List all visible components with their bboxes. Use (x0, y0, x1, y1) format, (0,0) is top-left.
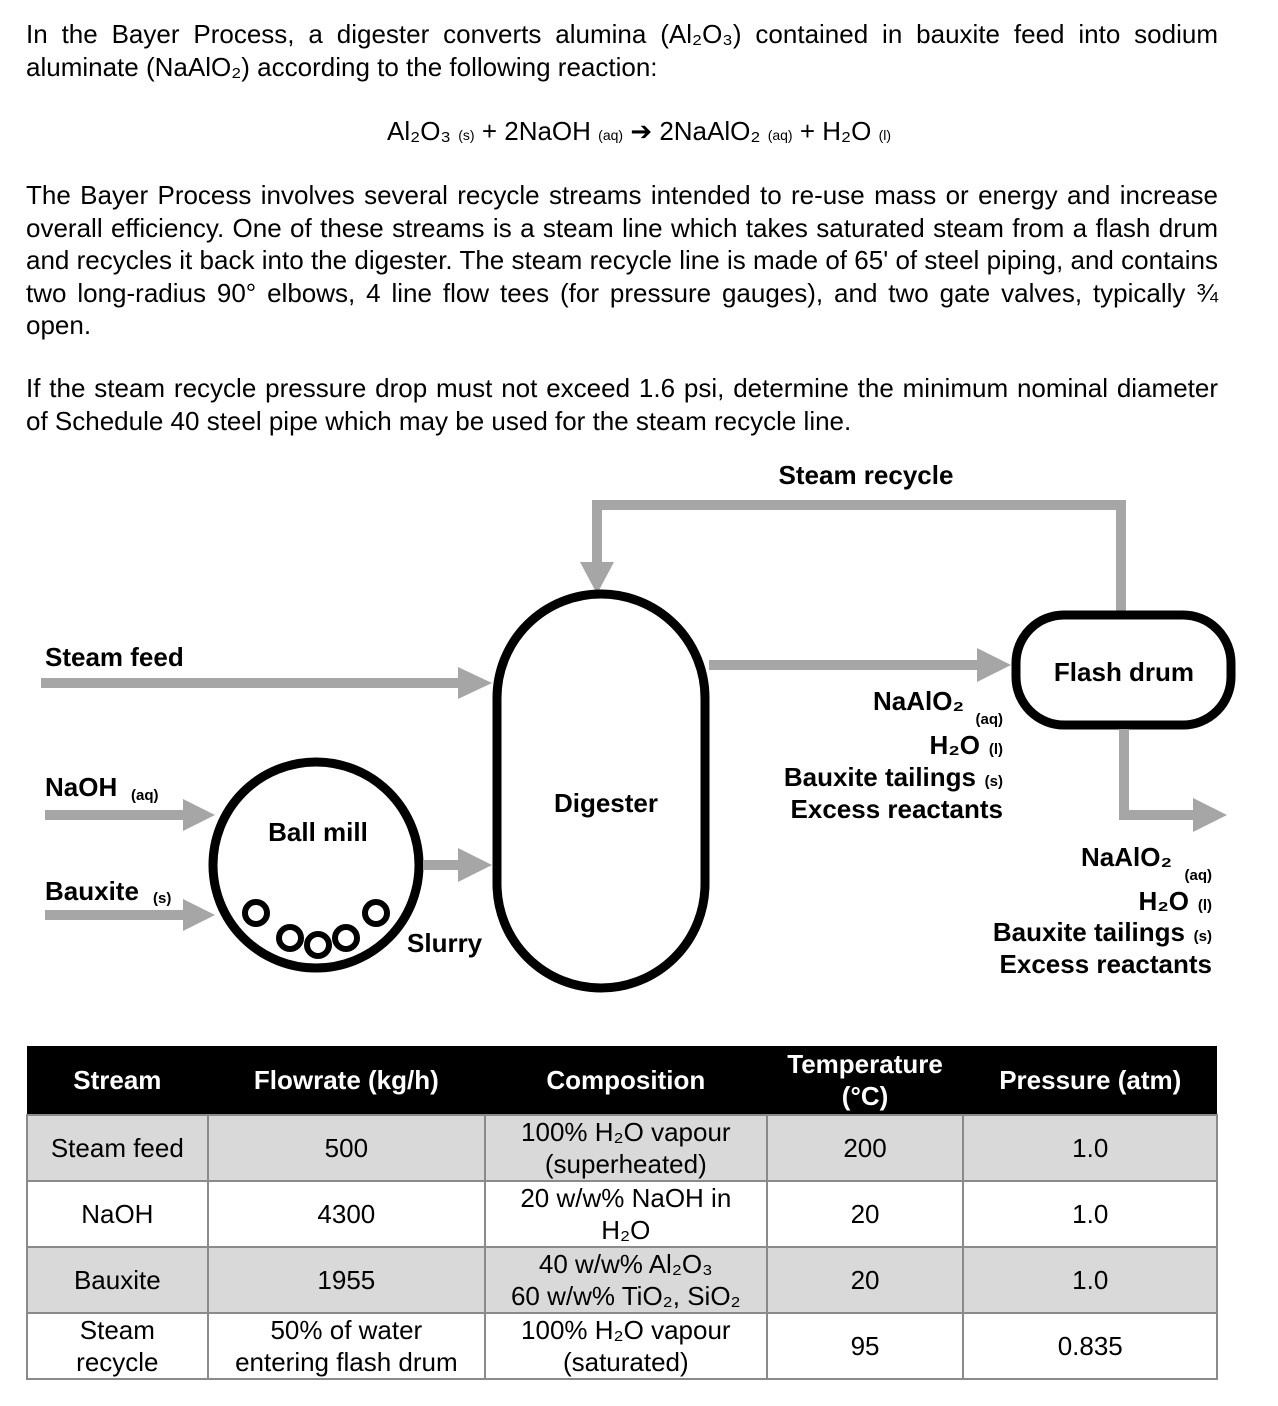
cell-composition: 100% H₂O vapour (saturated) (485, 1313, 767, 1379)
eq-naoh: + 2NaOH (481, 116, 591, 146)
flash-state: (s) (1193, 928, 1212, 945)
cell-stream: Steam feed (27, 1115, 208, 1181)
header-composition: Composition (485, 1046, 767, 1115)
table-row (27, 1181, 1217, 1247)
flash-state: (l) (1197, 897, 1212, 914)
process-paragraph: The Bayer Process involves several recycle streams intended to re-use mass or energy and increase overall efficiency. One of these streams is a steam line which takes saturated steam from a flash drum and recycles it back into the digester. The steam recycle line is made of 65' of steel piping, and contains two long-radius 90° elbows, 4 line flow tees (for pressure gauges), and two gate valves, typically ¾ open. (26, 180, 1218, 340)
cell-flowrate: 4300 (208, 1181, 485, 1247)
header-temperature: Temperature (°C) (767, 1046, 964, 1115)
table-row (27, 1115, 1217, 1181)
naoh-feed-arrowhead (183, 799, 215, 831)
cell-composition: 20 w/w% NaOH in H₂O (485, 1181, 767, 1247)
cell-pressure: 1.0 (963, 1115, 1217, 1181)
process-flow-diagram (0, 448, 1278, 1038)
digester-outlet-composition (784, 686, 1003, 824)
steam-feed-arrowhead (458, 667, 492, 699)
flash-excess: Excess reactants (999, 949, 1212, 979)
header-stream: Stream (27, 1046, 208, 1115)
stream-data-table (26, 1046, 1218, 1380)
bauxite-feed-label: Bauxite (45, 876, 139, 906)
cell-stream: NaOH (27, 1181, 208, 1247)
bauxite-feed-arrowhead (183, 899, 215, 931)
cell-stream: Bauxite (27, 1247, 208, 1313)
header-pressure: Pressure (atm) (963, 1046, 1217, 1115)
cell-temperature: 20 (767, 1247, 964, 1313)
eq-state: (aq) (598, 127, 624, 143)
cell-composition: 40 w/w% Al₂O₃ 60 w/w% TiO₂, SiO₂ (485, 1247, 767, 1313)
slurry-label: Slurry (407, 928, 483, 958)
flash-drum-outlet-line (1124, 729, 1197, 815)
flash-tailings: Bauxite tailings (992, 917, 1185, 947)
eq-reactant-alumina: Al₂O₃ (387, 116, 452, 146)
flash-state: (aq) (1184, 867, 1212, 884)
steam-recycle-line (597, 505, 1121, 612)
question-paragraph: If the steam recycle pressure drop must not exceed 1.6 psi, determine the minimum nominal diameter of Schedule 40 steel pipe which may be used for the steam recycle line. (26, 373, 1218, 436)
intro-paragraph: In the Bayer Process, a digester converts alumina (Al₂O₃) contained in bauxite feed into sodium aluminate (NaAlO₂) according to the following reaction: (26, 19, 1218, 82)
cell-temperature: 20 (767, 1181, 964, 1247)
flash-outlet-composition (993, 842, 1212, 979)
flash-drum-label: Flash drum (1053, 657, 1195, 687)
naoh-state: (aq) (131, 787, 159, 804)
steam-recycle-arrowhead (580, 562, 614, 594)
cell-temperature: 95 (767, 1313, 964, 1379)
table-row (27, 1247, 1217, 1313)
cell-flowrate: 1955 (208, 1247, 485, 1313)
outlet-naalo2: NaAlO₂ (872, 686, 964, 716)
cell-composition: 100% H₂O vapour (superheated) (485, 1115, 767, 1181)
cell-temperature: 200 (767, 1115, 964, 1181)
digester-outlet-arrowhead (977, 648, 1011, 682)
table-header-row (27, 1046, 1217, 1115)
eq-state: (l) (878, 127, 891, 143)
flash-water: H₂O (1138, 886, 1189, 916)
flash-naalo2: NaAlO₂ (1080, 842, 1172, 872)
cell-flowrate: 500 (208, 1115, 485, 1181)
outlet-tailings: Bauxite tailings (783, 762, 976, 792)
outlet-state: (s) (984, 773, 1003, 790)
table-row (27, 1313, 1217, 1379)
eq-product-naalo2: ➔ 2NaAlO₂ (630, 116, 761, 146)
cell-pressure: 1.0 (963, 1247, 1217, 1313)
flash-drum-outlet-arrowhead (1193, 798, 1227, 832)
header-flowrate: Flowrate (kg/h) (208, 1046, 485, 1115)
outlet-excess: Excess reactants (790, 794, 1003, 824)
ball-mill-label: Ball mill (268, 817, 368, 847)
steam-feed-label: Steam feed (45, 642, 184, 672)
outlet-state: (l) (988, 741, 1003, 758)
cell-pressure: 0.835 (963, 1313, 1217, 1379)
steam-recycle-label: Steam recycle (778, 460, 954, 490)
bauxite-state: (s) (153, 890, 172, 907)
outlet-water: H₂O (929, 730, 980, 760)
cell-flowrate: 50% of water entering flash drum (208, 1313, 485, 1379)
eq-state: (aq) (767, 127, 793, 143)
eq-water: + H₂O (799, 116, 872, 146)
eq-state: (s) (458, 127, 475, 143)
slurry-arrowhead (458, 848, 492, 882)
outlet-state: (aq) (975, 711, 1003, 728)
cell-pressure: 1.0 (963, 1181, 1217, 1247)
cell-stream: Steam recycle (27, 1313, 208, 1379)
digester-label: Digester (553, 788, 659, 818)
reaction-equation (0, 116, 1278, 147)
naoh-feed-label: NaOH (45, 772, 118, 802)
